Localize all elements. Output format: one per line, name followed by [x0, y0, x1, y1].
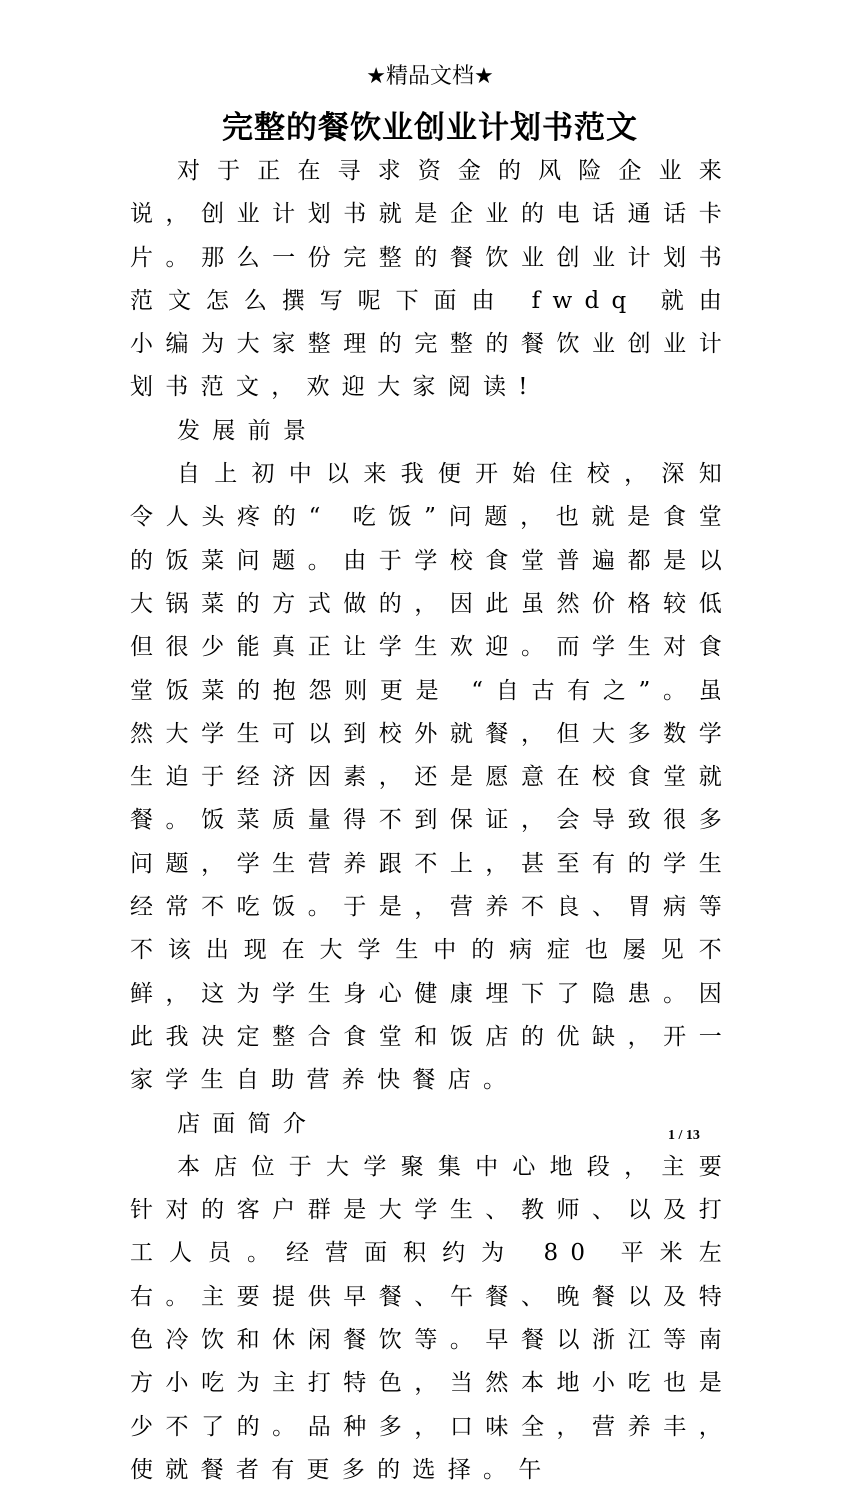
page-number: 1 / 13: [668, 1128, 700, 1143]
section-heading-development-prospects: 发展前景: [177, 417, 319, 444]
document-title: 完整的餐饮业创业计划书范文: [222, 110, 638, 146]
development-prospects-paragraph: 自上初中以来我便开始住校，深知令人头疼的“ 吃饭”问题，也就是食堂的饭菜问题。由于学校食堂普遍都是以大锅菜的方式做的，因此虽然价格较低但很少能真正让学生欢迎。而学生对食堂饭菜的抱怨则更是 “自古有之”。虽然大学生可以到校外就餐，但大多数学生迫于经济因素，还是愿意在校食堂就餐。饭菜质量得不到保证，会导致很多问题，学生营养跟不上，甚至有的学生经常不吃饭。于是，营养不良、胃病等不该出现在大学生中的病症也屡见不鲜，这为学生身心健康埋下了隐患。因此我决定整合食堂和饭店的优缺，开一家学生自助营养快餐店。: [130, 461, 734, 1094]
intro-paragraph: 对于正在寻求资金的风险企业来说，创业计划书就是企业的电话通话卡片。那么一份完整的餐饮业创业计划书范文怎么撰写呢下面由 fwdq 就由小编为大家整理的完整的餐饮业创业计划书范文，欢迎大家阅读!: [130, 158, 734, 401]
store-introduction-paragraph: 本店位于大学聚集中心地段，主要针对的客户群是大学生、教师、以及打工人员。经营面积约为 80 平米左右。主要提供早餐、午餐、晚餐以及特色冷饮和休闲餐饮等。早餐以浙江等南方小吃为主打特色，当然本地小吃也是少不了的。品种多，口味全，营养丰，使就餐者有更多的选择。午: [130, 1153, 734, 1483]
section-heading-store-introduction: 店面简介: [177, 1110, 319, 1137]
document-body: [130, 150, 734, 1492]
page-header-banner: ★精品文档★: [366, 64, 494, 89]
